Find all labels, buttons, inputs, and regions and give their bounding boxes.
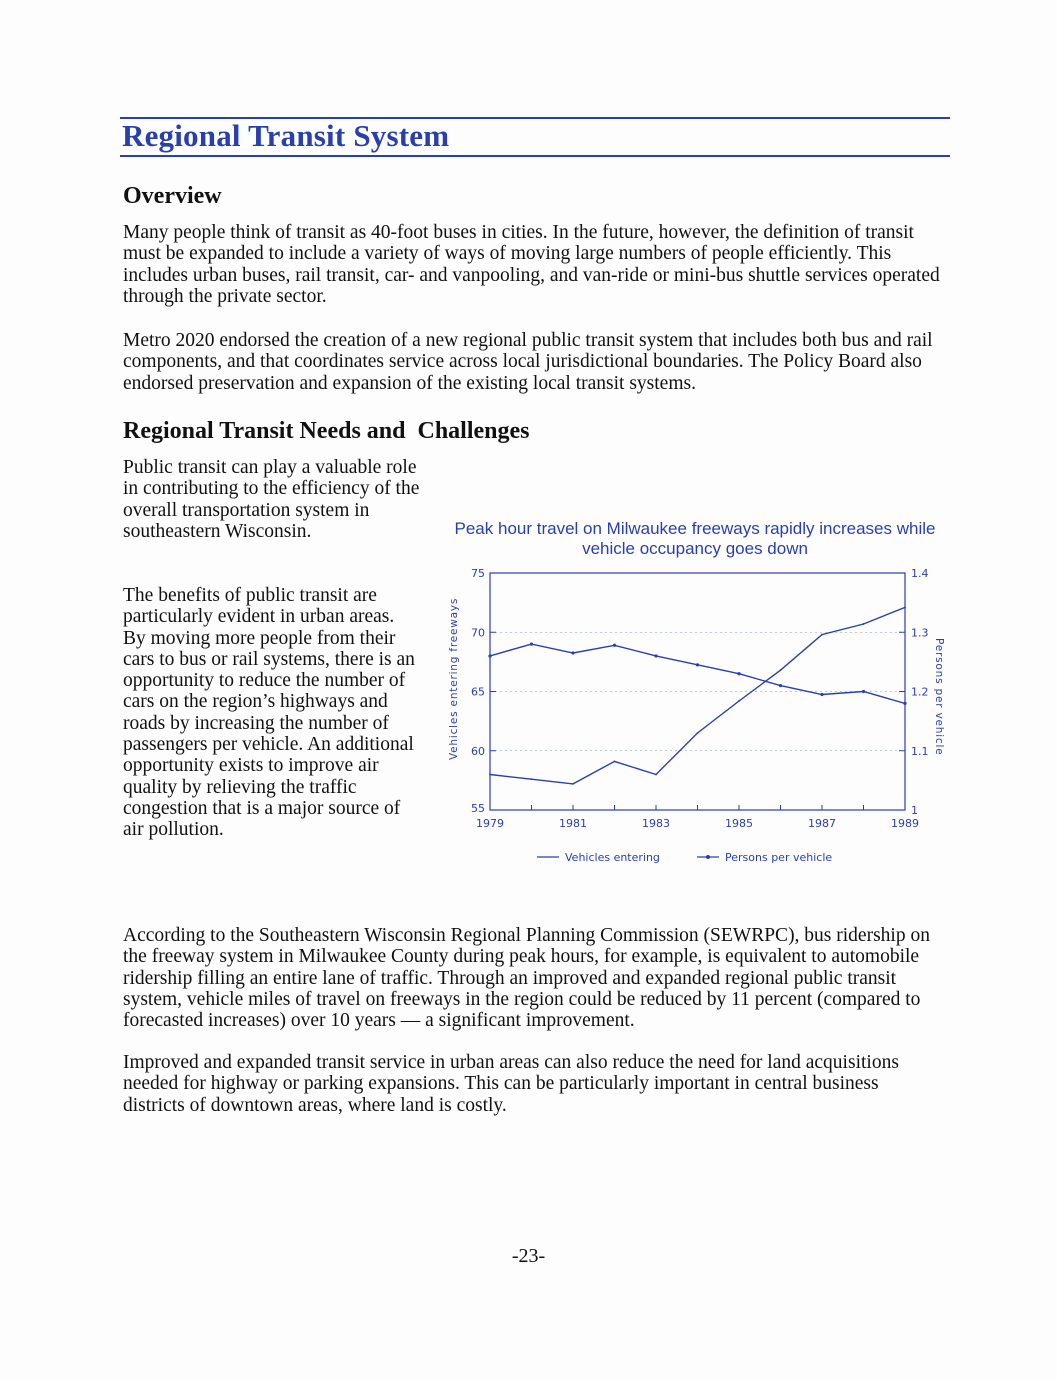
y2-tick-label: 1.1 (911, 744, 929, 758)
y2-tick-label: 1.2 (911, 685, 929, 699)
x-tick-label: 1987 (808, 817, 836, 830)
data-point (737, 672, 740, 675)
data-point (488, 654, 491, 657)
data-point (779, 684, 782, 687)
needs-paragraph-4: Improved and expanded transit service in urban areas can also reduce the need for land acquisitions needed for highway or parking expansions. This can be particularly important in central business districts of downtown areas, where land is costly. (123, 1052, 899, 1116)
data-point (572, 783, 574, 785)
data-point (613, 644, 616, 647)
needs-paragraph-1: Public transit can play a valuable role in contributing to the efficiency of the overall transportation system in southeastern Wisconsin. (123, 457, 420, 542)
y-tick-label: 70 (471, 626, 485, 640)
data-point (696, 663, 699, 666)
series-line-vehicles-entering (490, 607, 905, 784)
y2-tick-label: 1 (911, 804, 918, 817)
data-point (530, 643, 533, 646)
x-tick-label: 1985 (725, 817, 753, 830)
x-tick-label: 1989 (891, 817, 919, 830)
data-point (655, 774, 657, 776)
data-point (903, 702, 906, 705)
y-tick-label: 60 (471, 744, 485, 758)
legend-marker (706, 855, 710, 859)
needs-paragraph-2: The benefits of public transit are particularly evident in urban areas. By moving more people from their cars to bus or rail systems, there is an opportunity to reduce the number of cars on the region’s highways and roads by increasing the number of passengers per vehicle. An additional opportunity exists to improve air quality by relieving the traffic congestion that is a major source of air pollution. (123, 585, 415, 841)
page-title: Regional Transit System (122, 118, 450, 153)
needs-heading: Regional Transit Needs and Challenges (123, 418, 530, 444)
page-number: -23- (511, 1245, 546, 1267)
title-rule-bottom (120, 155, 950, 157)
x-tick-label: 1979 (476, 817, 504, 830)
data-point (489, 774, 491, 776)
y-tick-label: 65 (471, 685, 485, 699)
data-point (862, 690, 865, 693)
x-tick-label: 1983 (642, 817, 670, 830)
x-tick-label: 1981 (559, 817, 587, 830)
y-tick-label: 75 (471, 567, 485, 580)
data-point (614, 761, 616, 763)
data-point (863, 623, 865, 625)
y-axis-label: Vehicles entering freeways (448, 597, 460, 760)
y2-tick-label: 1.3 (911, 626, 929, 640)
legend-label: Persons per vehicle (725, 851, 833, 864)
data-point (820, 693, 823, 696)
data-point (904, 606, 906, 608)
data-point (571, 651, 574, 654)
data-point (531, 778, 533, 780)
legend-label: Vehicles entering (565, 851, 660, 864)
data-point (738, 700, 740, 702)
y-tick-label: 55 (471, 802, 485, 815)
overview-heading: Overview (123, 183, 222, 209)
overview-paragraph-2: Metro 2020 endorsed the creation of a new regional public transit system that includes both bus and rail components, and that coordinates service across local jurisdictional boundaries. The Policy Board also endorsed preservation and expansion of the existing local transit systems. (123, 330, 933, 394)
data-point (654, 654, 657, 657)
series-line-persons-per-vehicle (490, 644, 905, 703)
data-point (780, 669, 782, 671)
data-point (697, 732, 699, 734)
y2-tick-label: 1.4 (911, 567, 929, 580)
y2-axis-label: Persons per vehicle (933, 638, 945, 756)
data-point (821, 634, 823, 636)
legend (537, 851, 832, 864)
needs-paragraph-3: According to the Southeastern Wisconsin Regional Planning Commission (SEWRPC), bus ridership on the freeway system in Milwaukee County during peak hours, for example, is equivalent to automobile ridership filling an entire lane of traffic. Through an improved and expanded regional public transit system, vehicle miles of travel on freeways in the region could be reduced by 11 percent (compared to forecasted increases) over 10 years — a significant improvement. (123, 925, 930, 1032)
overview-paragraph-1: Many people think of transit as 40-foot buses in cities. In the future, however, the definition of transit must be expanded to include a variety of ways of moving large numbers of people efficiently. This includes urban buses, rail transit, car- and vanpooling, and van-ride or mini-bus shuttle services operated through the private sector. (123, 222, 940, 307)
plot-frame (490, 573, 905, 810)
chart-title: Peak hour travel on Milwaukee freeways rapidly increases while vehicle occupancy goes down (454, 519, 936, 558)
